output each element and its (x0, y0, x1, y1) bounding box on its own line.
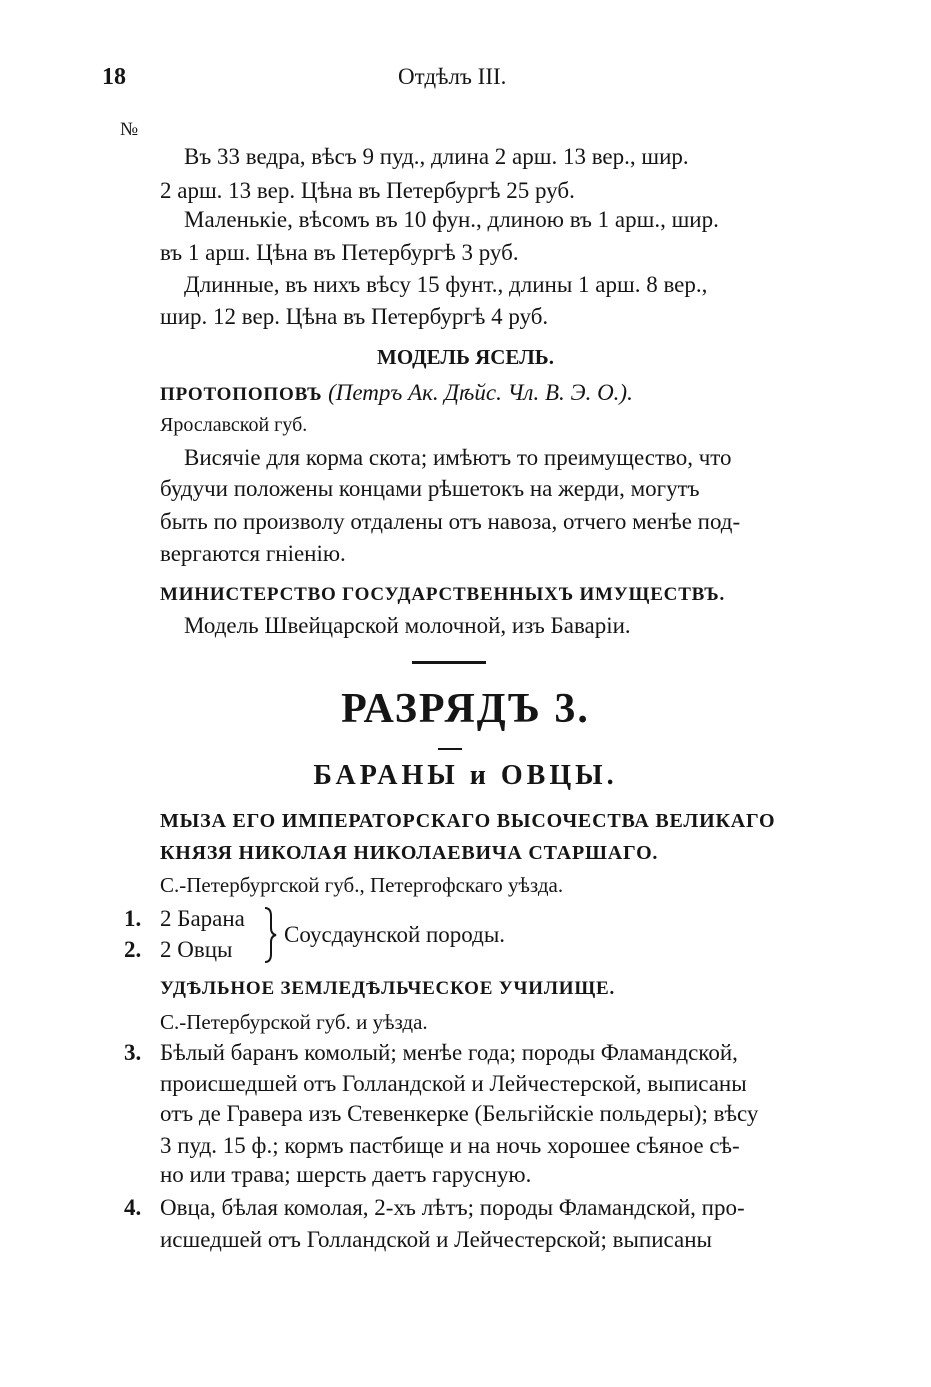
text-line: Модель Швейцарской молочной, изъ Баваріи. (184, 613, 631, 638)
title-underline (438, 748, 462, 750)
category-subtitle: БАРАНЫ и ОВЦЫ. (313, 760, 618, 791)
estate-name-cont: КНЯЗЯ НИКОЛАЯ НИКОЛАЕВИЧА СТАРШАГО. (160, 842, 659, 864)
text-line: но или трава; шерсть даетъ гарусную. (160, 1162, 532, 1187)
text-line: Бѣлый баранъ комолый; менѣе года; породы Фламандской, (160, 1040, 738, 1065)
text-line: шир. 12 вер. Цѣна въ Петербургѣ 4 руб. (160, 304, 549, 329)
brace (262, 906, 278, 964)
text-line: Маленькіе, вѣсомъ въ 10 фун., длиною въ 1 арш., шир. (184, 207, 719, 232)
item-text: 2 Овцы (160, 937, 233, 962)
text-line: 2 арш. 13 вер. Цѣна въ Петербургѣ 25 руб. (160, 178, 575, 203)
item-number: 2. (124, 937, 142, 962)
school-location: С.-Петербурской губ. и уѣзда. (160, 1010, 428, 1034)
number-mark: № (120, 119, 139, 140)
text-line: Овца, бѣлая комолая, 2-хъ лѣтъ; породы Фламандской, про- (160, 1195, 745, 1220)
category-title: РАЗРЯДЪ 3. (341, 686, 590, 732)
text-line: будучи положены концами рѣшетокъ на жерди, могутъ (160, 476, 700, 501)
text-line: исшедшей отъ Голландской и Лейчестерской; выписаны (160, 1227, 713, 1252)
page-number: 18 (102, 64, 126, 90)
item-text: 2 Барана (160, 906, 245, 931)
divider (412, 661, 486, 664)
province: Ярославской губ. (160, 414, 308, 436)
text-line: вергаются гніенію. (160, 541, 346, 566)
item-number: 1. (124, 906, 142, 931)
school-name: УДѢЛЬНОЕ ЗЕМЛЕДѢЛЬЧЕСКОЕ УЧИЛИЩЕ. (160, 978, 616, 999)
section-title: МОДЕЛЬ ЯСЕЛЬ. (377, 345, 554, 369)
text-line: быть по произволу отдалены отъ навоза, отчего менѣе под- (160, 509, 741, 534)
text-line: въ 1 арш. Цѣна въ Петербургѣ 3 руб. (160, 240, 519, 265)
item-number: 4. (124, 1195, 142, 1220)
ministry-name: МИНИСТЕРСТВО ГОСУДАРСТВЕННЫХЪ ИМУЩЕСТВЪ. (160, 584, 726, 605)
text-line: Въ 33 ведра, вѣсъ 9 пуд., длина 2 арш. 13 вер., шир. (184, 144, 689, 169)
section-header: Отдѣлъ III. (398, 64, 507, 89)
text-line: Висячіе для корма скота; имѣютъ то преимущество, что (184, 445, 732, 470)
item-number: 3. (124, 1040, 142, 1065)
breed-text: Соусдаунской породы. (284, 922, 506, 947)
text-line: отъ де Гравера изъ Стевенкерке (Бельгійскіе польдеры); вѣсу (160, 1101, 759, 1126)
exhibitor-line (160, 378, 633, 410)
estate-location: С.-Петербургской губ., Петергофскаго уѣзда. (160, 873, 564, 897)
text-line: происшедшей отъ Голландской и Лейчестерской, выписаны (160, 1071, 747, 1096)
text-line: 3 пуд. 15 ф.; кормъ пастбище и на ночь хорошее сѣяное сѣ- (160, 1133, 740, 1158)
exhibitor-detail: (Петръ Ак. Дѣйс. Чл. В. Э. О.). (328, 380, 633, 405)
estate-name: МЫЗА ЕГО ИМПЕРАТОРСКАГО ВЫСОЧЕСТВА ВЕЛИКАГО (160, 810, 776, 832)
text-line: Длинные, въ нихъ вѣсу 15 фунт., длины 1 арш. 8 вер., (184, 272, 708, 297)
exhibitor-name: ПРОТОПОПОВЪ (160, 384, 323, 405)
